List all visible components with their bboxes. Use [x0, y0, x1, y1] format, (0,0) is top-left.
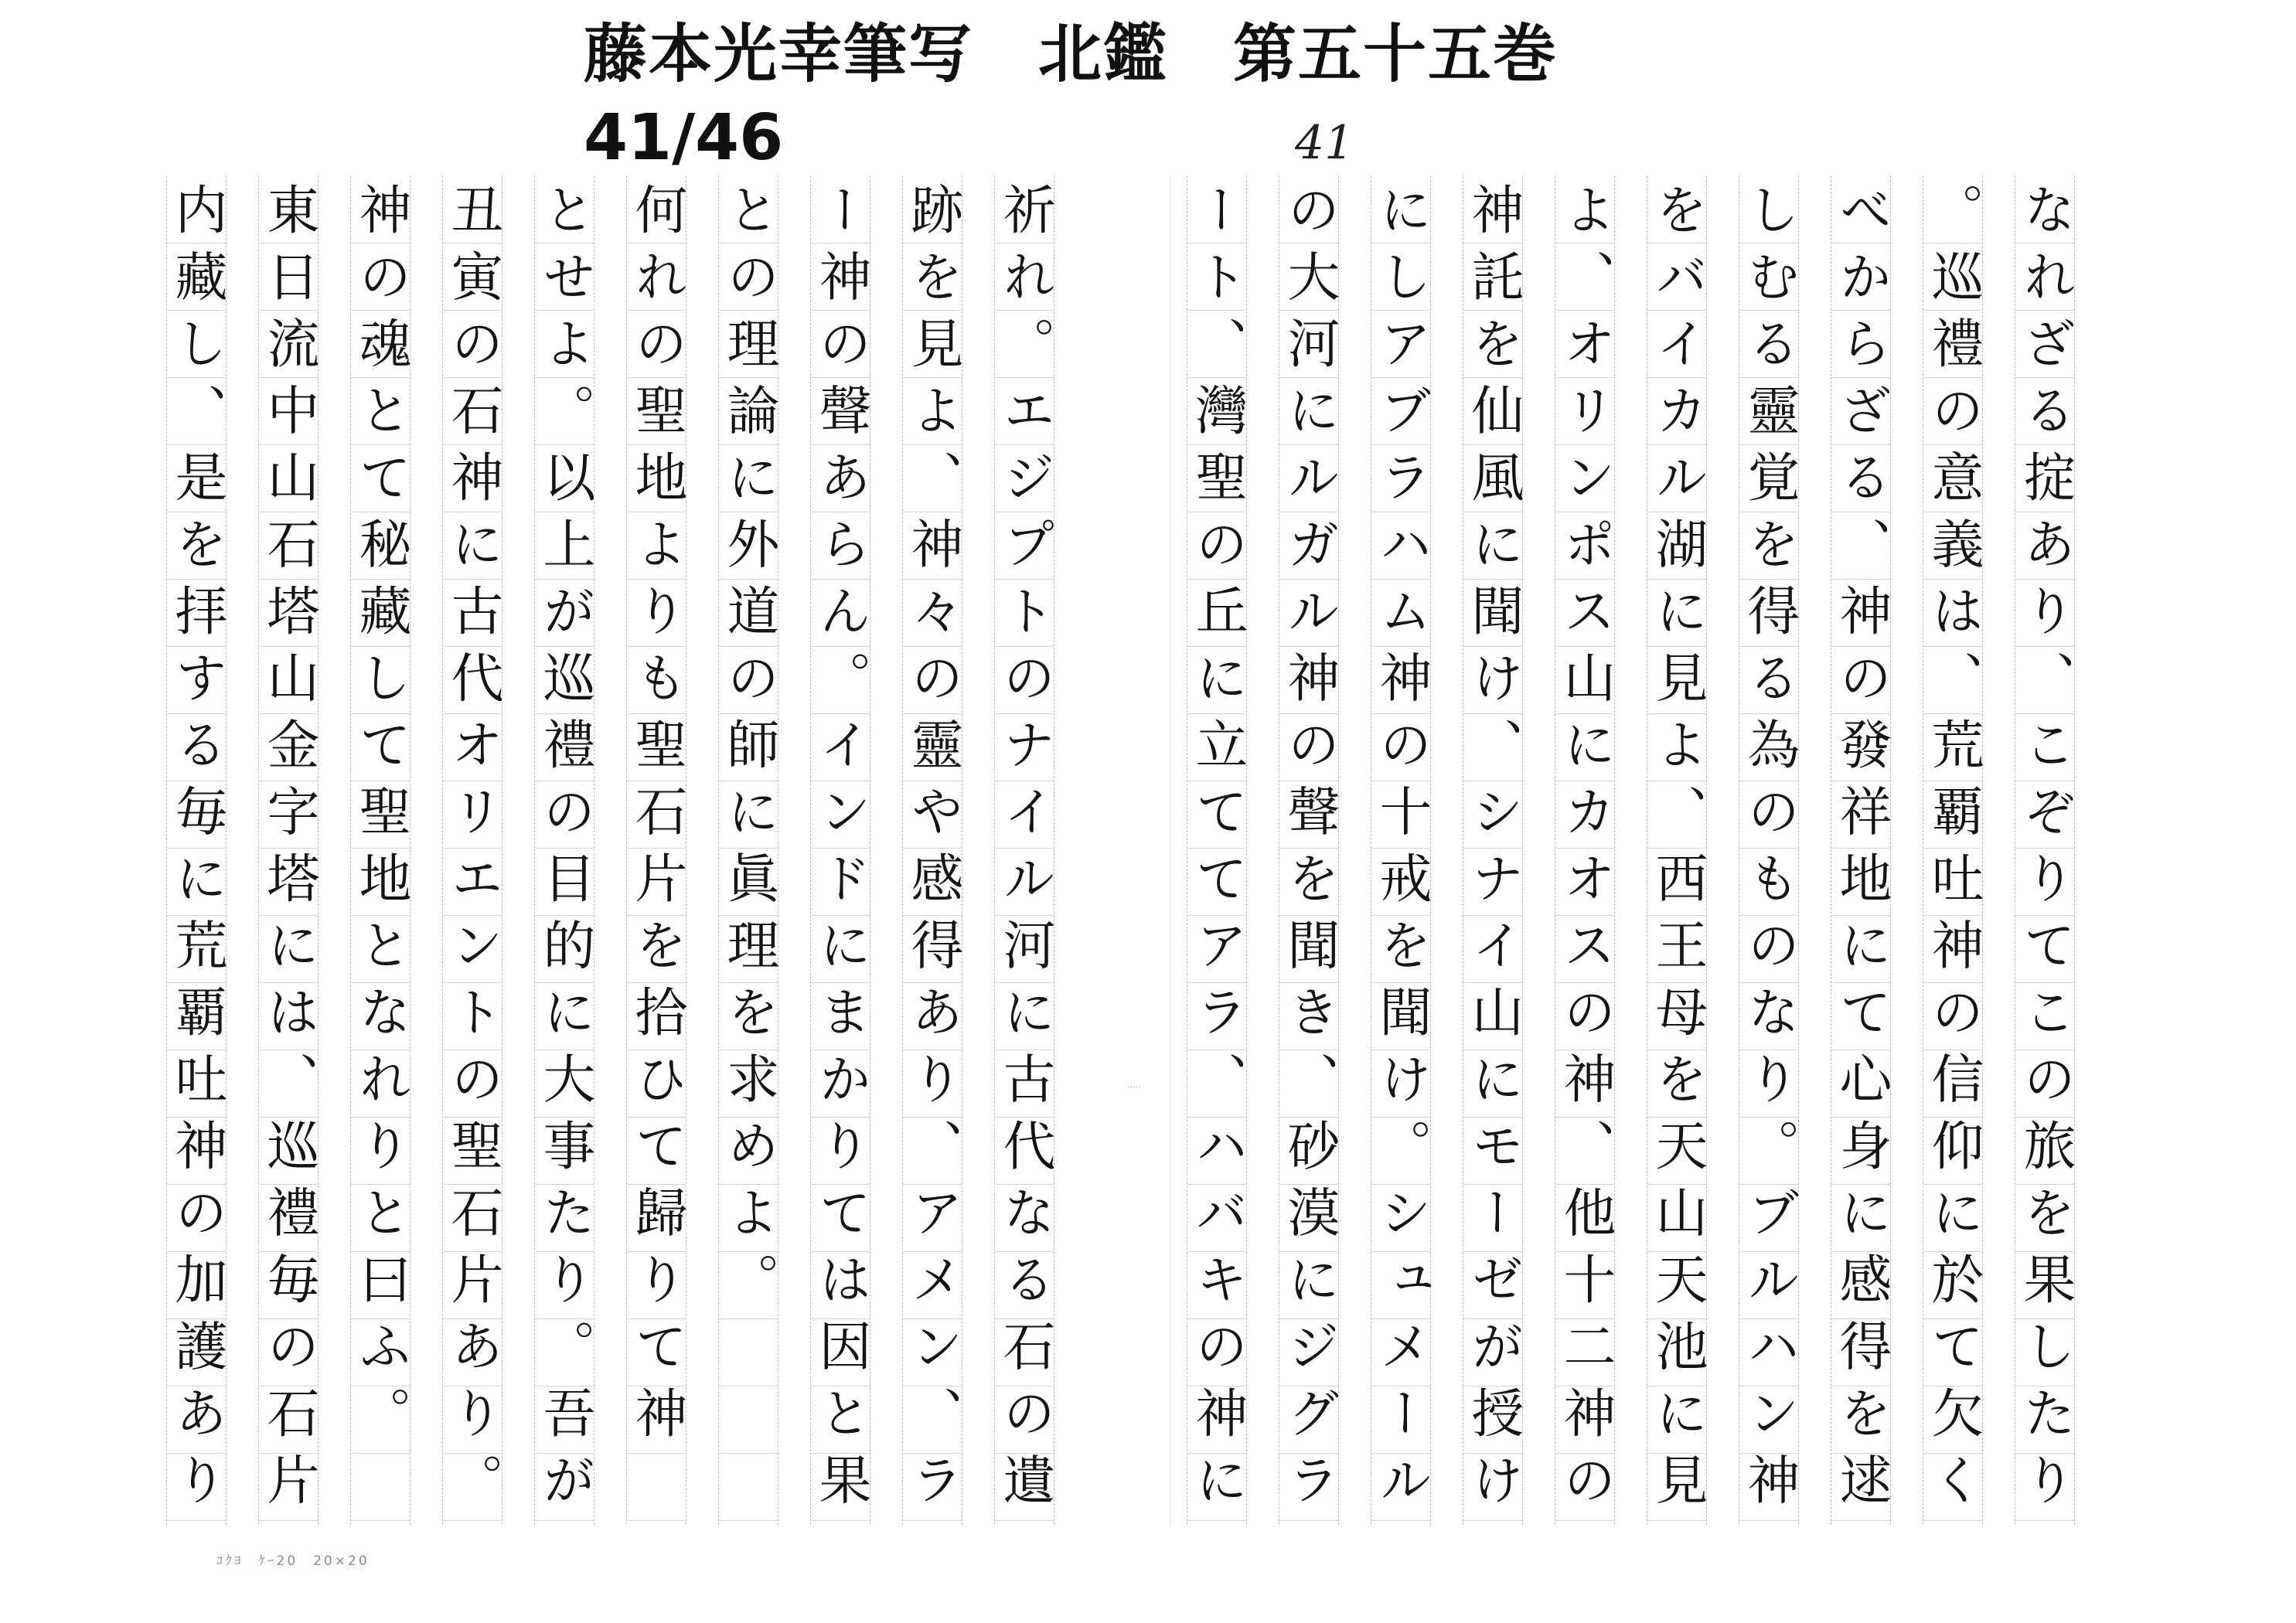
manuscript-column: よ、オリンポス山にカオスの神、他十二神の [1555, 176, 1615, 1525]
paper-label: ｺｸﾖ ｹｰ20 20×20 [216, 1553, 370, 1569]
manuscript-column: ート、灣聖の丘に立ててアラ、ハバキの神に [1187, 176, 1247, 1525]
manuscript-column: ー神の聲あらん。インドにまかりては因と果 [810, 176, 870, 1525]
center-mark: ····· [1127, 1082, 1141, 1092]
manuscript-column: なれざる掟あり、こぞりてこの旅を果したり [2015, 176, 2075, 1525]
center-fold-line [1170, 176, 1171, 1525]
manuscript-column: 跡を見よ、神々の靈や感得あり、アメン、ラ [902, 176, 962, 1525]
manuscript-column: をバイカル湖に見よ、西王母を天山天池に見 [1647, 176, 1707, 1525]
manuscript-column: の大河にルガル神の聲を聞き、砂漠にジグラ [1279, 176, 1339, 1525]
manuscript-sheet [166, 176, 2138, 1525]
manuscript-column: 何れの聖地よりも聖石片を拾ひて歸りて神 [626, 176, 686, 1525]
page-number: 41/46 [584, 101, 784, 175]
manuscript-column: 。巡禮の意義は、荒覇吐神の信仰に於て欠く [1923, 176, 1983, 1525]
manuscript-column: とせよ。以上が巡禮の目的に大事たり。吾が [534, 176, 594, 1525]
manuscript-column: 内藏し、是を拝する毎に荒覇吐神の加護あり [166, 176, 227, 1525]
left-half [166, 176, 1117, 1525]
manuscript-column: との理論に外道の師に眞理を求めよ。 [718, 176, 778, 1525]
manuscript-column: にしアブラハム神の十戒を聞け。シュメール [1371, 176, 1431, 1525]
right-half [1187, 176, 2138, 1525]
manuscript-column: しむる靈覚を得る為のものなり。ブルハン神 [1739, 176, 1799, 1525]
manuscript-column: 祈れ。エジプトのナイル河に古代なる石の遺 [994, 176, 1054, 1525]
manuscript-column: 神の魂とて秘藏して聖地となれりと曰ふ。 [350, 176, 410, 1525]
manuscript-column: 神託を仙風に聞け、シナイ山にモーゼが授け [1463, 176, 1523, 1525]
manuscript-column: べからざる、神の發祥地にて心身に感得を逑 [1831, 176, 1891, 1525]
page-title: 藤本光幸筆写 北鑑 第五十五巻 [584, 18, 1558, 91]
manuscript-column: 東日流中山石塔山金字塔には、巡禮毎の石片 [258, 176, 319, 1525]
handwritten-page-number: 41 [1295, 116, 1354, 170]
manuscript-column: 丑寅の石神に古代オリエントの聖石片あり。 [442, 176, 502, 1525]
